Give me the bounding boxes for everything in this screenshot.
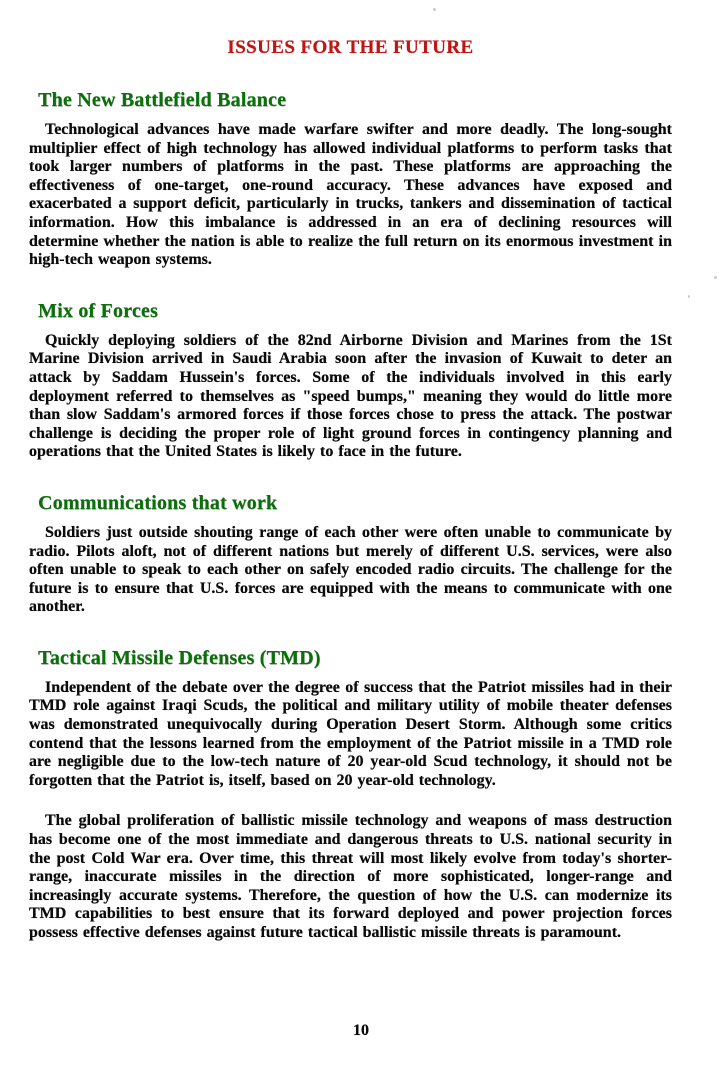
section-new-battlefield-balance xyxy=(29,89,672,270)
section-heading-new-battlefield-balance: The New Battlefield Balance xyxy=(38,89,287,111)
paragraph-mix-of-forces: Quickly deploying soldiers of the 82nd Airborne Division and Marines from the 1St Marine Division arrived in Saudi Arabia soon after the invasion of Kuwait to deter an attack by Saddam Hussein's forces. Some of the individuals involved in this early deployment referred to themselves as "speed bumps," meaning they would do little more than slow Saddam's armored forces if those forces chose to press the attack. The postwar challenge is deciding the proper role of light ground forces in contingency planning and operations that the United States is likely to face in the future. xyxy=(29,331,672,461)
section-mix-of-forces xyxy=(29,300,672,462)
page-number: 10 xyxy=(353,1022,369,1039)
section-heading-mix-of-forces: Mix of Forces xyxy=(38,299,158,322)
section-heading-tmd: Tactical Missile Defenses (TMD) xyxy=(38,646,321,669)
scan-speck xyxy=(433,8,436,11)
paragraph-battlefield-balance: Technological advances have made warfare swifter and more deadly. The long-sought multiplier effect of high technology has allowed individual platforms to perform tasks that took larger numbers of platforms in the past. These platforms are approaching the effectiveness of one-target, one-round accuracy. These advances have exposed and exacerbated a support deficit, particularly in trucks, tankers and dissemination of tactical information. How this imbalance is addressed in an era of declining resources will determine whether the nation is able to realize the full return on its enormous investment in high-tech weapon systems. xyxy=(29,121,672,269)
paragraph-communications: Soldiers just outside shouting range of each other were often unable to communicate by radio. Pilots aloft, not of different nations but merely of different U.S. services, were also often unable to speak to each other on safely encoded radio circuits. The challenge for the future is to ensure that U.S. forces are equipped with the means to communicate with one another. xyxy=(29,523,672,616)
paragraph-tmd-proliferation: The global proliferation of ballistic missile technology and weapons of mass destruction has become one of the most immediate and dangerous threats to U.S. national security in the post Cold War era. Over time, this threat will most likely evolve from today's shorter-range, inaccurate missiles in the direction of more sophisticated, longer-range and increasingly accurate systems. Therefore, the question of how the U.S. can modernize its TMD capabilities to best ensure that its forward deployed and power projection forces possess effective defenses against future tactical ballistic missile threats is paramount. xyxy=(29,812,672,941)
section-communications-that-work xyxy=(29,492,672,617)
scan-speck xyxy=(688,295,690,298)
section-heading-communications: Communications that work xyxy=(38,491,278,514)
paragraph-tmd-patriot: Independent of the debate over the degree of success that the Patriot missiles had in their TMD role against Iraqi Scuds, the political and military utility of mobile theater defenses was demonstrated unequivocally during Operation Desert Storm. Although some critics contend that the lessons learned from the employment of the Patriot missile in a TMD role are negligible due to the low-tech nature of 20 year-old Scud technology, it should not be forgotten that the Patriot is, itself, based on 20 year-old technology. xyxy=(29,678,672,789)
page-title: ISSUES FOR THE FUTURE xyxy=(227,37,474,58)
section-tactical-missile-defenses xyxy=(29,647,672,943)
scan-speck xyxy=(714,276,717,279)
